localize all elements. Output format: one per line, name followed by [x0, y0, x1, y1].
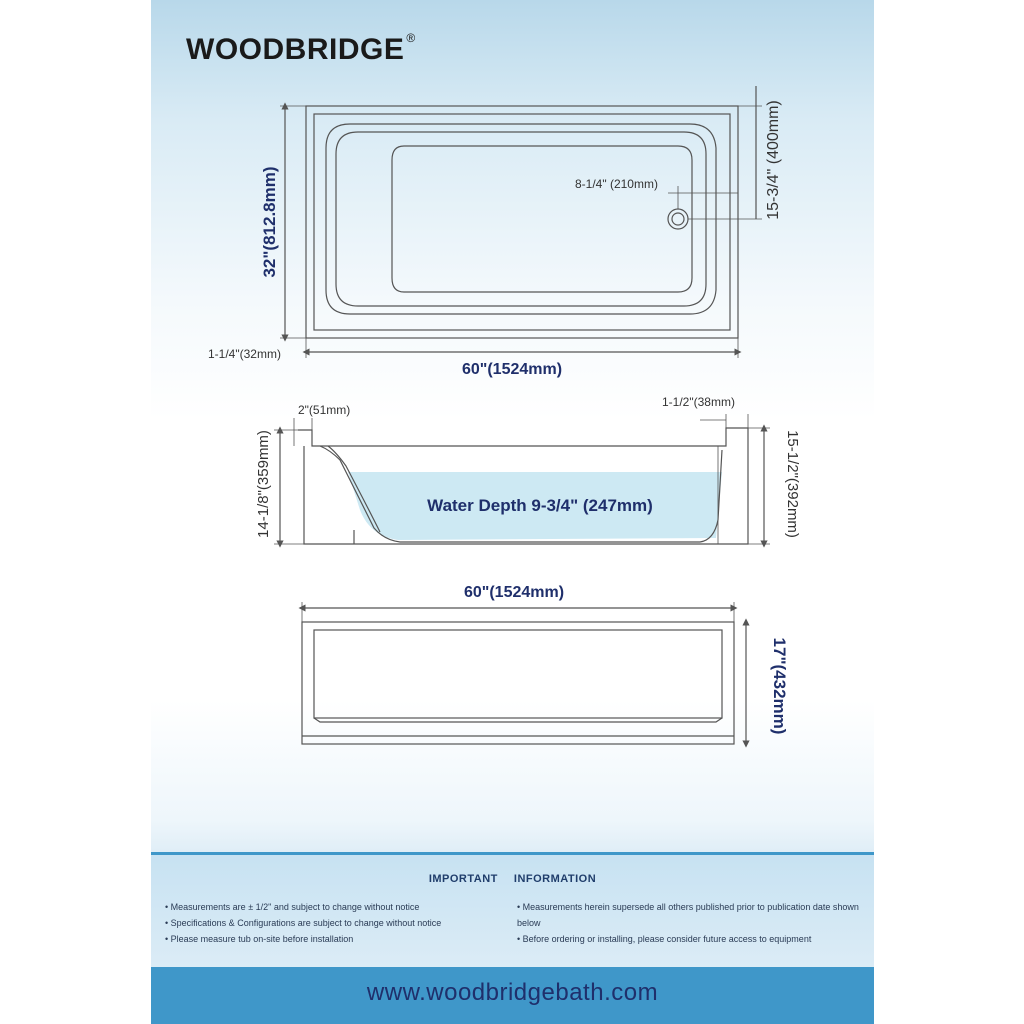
note-item: • Specifications & Configurations are subject to change without notice — [165, 915, 441, 931]
drain-circle — [668, 209, 688, 229]
side-right-height-label: 15-1/2"(392mm) — [784, 430, 801, 538]
brand-name: WOODBRIDGE — [186, 33, 405, 66]
side-left-rim-label: 2"(51mm) — [298, 403, 351, 417]
top-width-label: 60"(1524mm) — [461, 361, 563, 378]
website-link[interactable]: www.woodbridgebath.com — [366, 979, 659, 1006]
info-title — [151, 873, 874, 885]
drain-height-label: 15-3/4" (400mm) — [765, 100, 782, 220]
side-left-height-label: 14-1/8"(359mm) — [255, 430, 272, 538]
footer-bar — [151, 967, 874, 1024]
tub-floor-outline — [392, 146, 692, 292]
registered-mark: ® — [406, 31, 416, 45]
top-height-label: 32"(812.8mm) — [260, 166, 279, 278]
note-item: • Please measure tub on-site before installation — [165, 931, 441, 947]
water-depth-label: Water Depth 9-3/4" (247mm) — [427, 496, 653, 515]
front-view-drawing — [302, 602, 746, 744]
front-height-label: 17"(432mm) — [770, 637, 789, 735]
side-right-rim-label: 1-1/2"(38mm) — [662, 395, 735, 409]
rim-width-label: 1-1/4"(32mm) — [208, 347, 281, 361]
notes-left-list — [165, 899, 441, 947]
drain-offset-label: 8-1/4" (210mm) — [575, 177, 658, 191]
info-title-right: INFORMATION — [513, 873, 597, 885]
top-view-drawing — [280, 86, 762, 358]
note-item: • Measurements herein supersede all others published prior to publication date shown below — [517, 899, 862, 931]
info-title-left: IMPORTANT — [428, 873, 498, 885]
tub-basin-outline — [326, 124, 716, 314]
front-width-label: 60"(1524mm) — [463, 584, 565, 601]
side-view-drawing — [274, 414, 770, 544]
important-information-panel — [151, 852, 874, 970]
front-view-outline — [302, 622, 734, 744]
note-item: • Measurements are ± 1/2" and subject to change without notice — [165, 899, 441, 915]
notes-right-list — [517, 899, 862, 947]
note-item: • Before ordering or installing, please consider future access to equipment — [517, 931, 862, 947]
